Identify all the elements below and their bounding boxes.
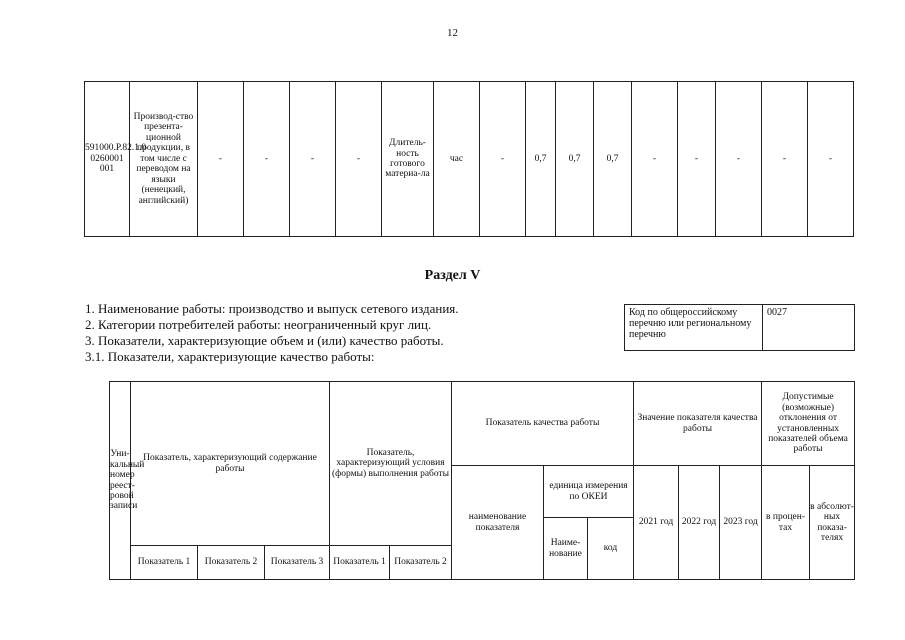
table-cell: - — [808, 82, 854, 237]
table-cell: - — [244, 82, 290, 237]
code-value: 0027 — [763, 305, 855, 351]
header-content-ind-2: Показатель 2 — [198, 546, 265, 580]
table-cell: - — [290, 82, 336, 237]
table-cell: - — [198, 82, 244, 237]
table-cell: - — [762, 82, 808, 237]
table-cell: 0,7 — [556, 82, 594, 237]
header-quality-value: Значение показателя качества работы — [634, 382, 762, 466]
table-cell: 0,7 — [594, 82, 632, 237]
page-number: 12 — [447, 27, 458, 39]
header-unique-number: Уни-кальный номер реест-ровой записи — [110, 382, 131, 580]
header-year-2023: 2023 год — [720, 466, 762, 580]
header-content-ind-1: Показатель 1 — [131, 546, 198, 580]
header-content-indicators: Показатель, характеризующий содержание работы — [131, 382, 330, 546]
header-absolute: в абсолют-ных показа-телях — [810, 466, 855, 580]
header-deviation: Допустимые (возможные) отклонения от установленных показателей объема работы — [762, 382, 855, 466]
table-cell: 0,7 — [526, 82, 556, 237]
table-cell: Длитель-ность готового материа-ла — [382, 82, 434, 237]
header-unit-code: код — [588, 518, 634, 580]
list-item: 3.1. Показатели, характеризующие качество работы: — [85, 349, 375, 364]
table-cell: 591000.Р.82.1.0 0260001 001 — [85, 82, 130, 237]
table-cell: - — [678, 82, 716, 237]
table-quality-indicators — [109, 381, 855, 580]
code-label: Код по общероссийскому перечню или региональному перечню — [625, 305, 763, 351]
list-item: 3. Показатели, характеризующие объем и (или) качество работы. — [85, 333, 444, 348]
header-condition-ind-2: Показатель 2 — [390, 546, 452, 580]
header-year-2022: 2022 год — [679, 466, 720, 580]
header-year-2021: 2021 год — [634, 466, 679, 580]
header-condition-ind-1: Показатель 1 — [330, 546, 390, 580]
code-box — [624, 304, 855, 351]
table-cell: - — [632, 82, 678, 237]
table-cell: - — [716, 82, 762, 237]
work-description-list — [85, 301, 459, 365]
table-cell: - — [480, 82, 526, 237]
section-title: Раздел V — [424, 268, 481, 283]
header-unit-okei: единица измерения по ОКЕИ — [544, 466, 634, 518]
header-indicator-name: наименование показателя — [452, 466, 544, 580]
header-unit-name: Наиме-нование — [544, 518, 588, 580]
table-cell: - — [336, 82, 382, 237]
header-percent: в процен-тах — [762, 466, 810, 580]
table-cell: час — [434, 82, 480, 237]
table-row — [85, 82, 854, 237]
header-quality-indicator: Показатель качества работы — [452, 382, 634, 466]
header-condition-indicators: Показатель, характеризующий условия (формы) выполнения работы — [330, 382, 452, 546]
list-item: 2. Категории потребителей работы: неограниченный круг лиц. — [85, 317, 432, 332]
list-item: 1. Наименование работы: производство и выпуск сетевого издания. — [85, 301, 459, 316]
header-content-ind-3: Показатель 3 — [265, 546, 330, 580]
table-cell: Производ-ство презента-ционной продукции, в том числе с переводом на языки (ненецкий, английский) — [130, 82, 198, 237]
table-services-continued — [84, 81, 854, 237]
